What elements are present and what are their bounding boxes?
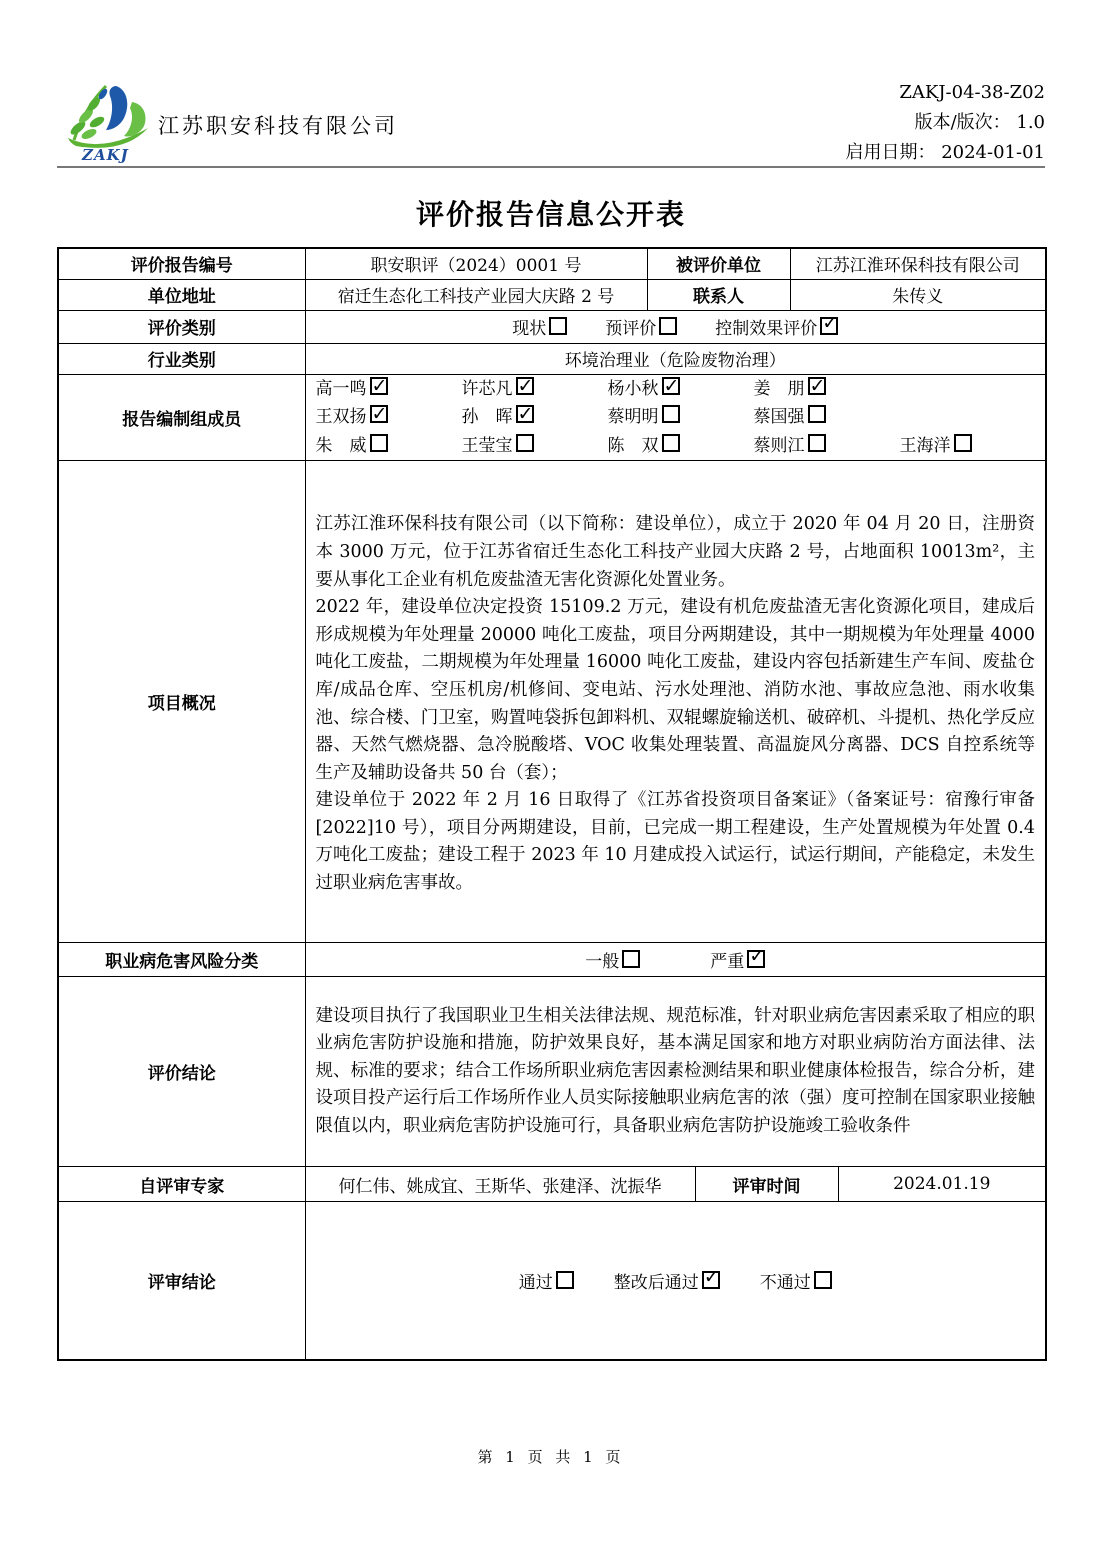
checkbox-member[interactable] [808,405,826,423]
member: 朱 威 [316,432,462,461]
evaluated-unit-value: 江苏江淮环保科技有限公司 [790,248,1046,279]
checkbox-member[interactable] [516,405,534,423]
member: 孙 晖 ✓ [462,403,608,432]
checkbox-member[interactable] [370,377,388,395]
review-result-label: 评审结论 [58,1202,305,1360]
checkbox-pass[interactable] [556,1271,574,1289]
row-members [58,374,1046,461]
info-table [57,247,1047,1361]
company-name: 江苏职安科技有限公司 [158,114,398,138]
risk-options [305,943,1046,977]
checkbox-member[interactable] [662,377,680,395]
review-result-options [305,1202,1046,1360]
checkbox-member[interactable] [370,434,388,452]
members-line-2 [312,403,1040,432]
company-logo-icon [62,82,162,152]
checkbox-member[interactable] [808,377,826,395]
row-conclusion [58,977,1046,1167]
option-pass-after-rectification: 整改后通过 ✓ [614,1268,720,1293]
checkbox-risk-severe[interactable] [747,950,765,968]
header-divider [57,166,1045,168]
member: 王海洋 [900,432,972,461]
overview-label: 项目概况 [58,461,305,943]
members-label: 报告编制组成员 [58,374,305,461]
member: 许芯凡 ✓ [462,375,608,404]
checkbox-risk-general[interactable] [622,950,640,968]
document-control-block [845,78,1045,168]
page-number: 第 1 页 共 1 页 [477,1448,625,1466]
member: 蔡国强 [754,403,826,432]
logo-zakj-text: ZAKJ [82,146,129,164]
option-pre-evaluation: 预评价 [605,314,677,339]
overview-paragraph-2: 2022 年，建设单位决定投资 15109.2 万元，建设有机危废盐渣无害化资源化项目，建成后形成规模为年处理量 20000 吨化工废盐，项目分两期建设，其中一期规模为年处理量 4000 吨化工废盐，二期规模为年处理量 16000 吨化工废盐，建设内容包括新建生产车间、废盐仓库/成品仓库、空压机房/机修间、变电站、污水处理池、消防水池、事故应急池、雨水收集池、综合楼、门卫室，购置吨袋拆包卸料机、双辊螺旋输送机、破碎机、斗提机、热化学反应器、天然气燃烧器、急冷脱酸塔、VOC 收集处理装置、高温旋风分离器、DCS 自控系统等生产及辅助设备共 50 台（套）； [315,597,1035,783]
checkbox-pass-after-rectification[interactable] [702,1271,720,1289]
checkbox-member[interactable] [662,405,680,423]
address-label: 单位地址 [58,279,305,310]
row-risk [58,943,1046,977]
conclusion-text: 建设项目执行了我国职业卫生相关法律法规、规范标准，针对职业病危害因素采取了相应的职业病危害防护设施和措施，防护效果良好，基本满足国家和地方对职业病防治方面法律、法规、标准的要求；结合工作场所职业病危害因素检测结果和职业健康体检报告，综合分析，建设项目投产运行后工作场所作业人员实际接触职业病危害的浓（强）度可控制在国家职业接触限值以内，职业病危害防护设施可行，具备职业病危害防护设施竣工验收条件 [315,1005,1035,1136]
document-effective-date: 启用日期： 2024-01-01 [845,142,1045,163]
row-address [58,279,1046,310]
review-time-label: 评审时间 [695,1167,838,1202]
evaluated-unit-label: 被评价单位 [647,248,790,279]
checkbox-member[interactable] [516,434,534,452]
checkbox-current-status[interactable] [549,317,567,335]
eval-type-label: 评价类别 [58,310,305,343]
row-overview [58,461,1046,943]
checkbox-member[interactable] [954,434,972,452]
row-review-result [58,1202,1046,1360]
member: 陈 双 [608,432,754,461]
members-line-3 [312,432,1040,461]
review-time-value: 2024.01.19 [838,1167,1046,1202]
conclusion-label: 评价结论 [58,977,305,1167]
document-code: ZAKJ-04-38-Z02 [899,82,1045,103]
checkbox-member[interactable] [662,434,680,452]
industry-label: 行业类别 [58,343,305,374]
industry-value: 环境治理业（危险废物治理） [305,343,1046,374]
contact-value: 朱传义 [790,279,1046,310]
row-experts [58,1167,1046,1202]
address-value: 宿迁生态化工科技产业园大庆路 2 号 [305,279,647,310]
page-title: 评价报告信息公开表 [415,198,686,231]
option-fail: 不通过 [760,1268,832,1293]
overview-paragraph-1: 江苏江淮环保科技有限公司（以下简称：建设单位），成立于 2020 年 04 月 20 日，注册资本 3000 万元，位于江苏省宿迁生态化工科技产业园大庆路 2 号，占地面积 10013m²，主要从事化工企业有机危废盐渣无害化资源化处置业务。 [315,514,1035,590]
overview-text [305,461,1046,943]
report-no-label: 评价报告编号 [58,248,305,279]
option-risk-general: 一般 [585,947,640,972]
checkbox-pre-evaluation[interactable] [659,317,677,335]
risk-label: 职业病危害风险分类 [58,943,305,977]
member: 王莹宝 [462,432,608,461]
member: 蔡明明 [608,403,754,432]
document-version: 版本/版次： 1.0 [914,112,1045,133]
member: 王双扬 ✓ [316,403,462,432]
conclusion-text-cell [305,977,1046,1167]
member: 杨小秋 ✓ [608,375,754,404]
checkbox-member[interactable] [370,405,388,423]
option-risk-severe: 严重✓ [710,947,765,972]
member: 姜 朋✓ [754,375,826,404]
option-pass: 通过 [519,1268,574,1293]
checkbox-member[interactable] [516,377,534,395]
report-no-value: 职安职评（2024）0001 号 [305,248,647,279]
option-control-effect: 控制效果评价✓ [715,314,838,339]
row-industry [58,343,1046,374]
checkbox-member[interactable] [808,434,826,452]
member: 高一鸣 ✓ [316,375,462,404]
members-list [305,374,1046,461]
checkbox-fail[interactable] [814,1271,832,1289]
row-eval-type [58,310,1046,343]
eval-type-options [305,310,1046,343]
member: 蔡则江 [754,432,900,461]
option-current-status: 现状 [512,314,567,339]
contact-label: 联系人 [647,279,790,310]
row-report-no [58,248,1046,279]
experts-value: 何仁伟、姚成宜、王斯华、张建泽、沈振华 [305,1167,695,1202]
members-line-1 [312,375,1040,404]
overview-paragraph-3: 建设单位于 2022 年 2 月 16 日取得了《江苏省投资项目备案证》（备案证号：宿豫行审备[2022]10 号），项目分两期建设，目前，已完成一期工程建设，生产处置规模为年处置 0.4 万吨化工废盐；建设工程于 2023 年 10 月建成投入试运行，试运行期间，产能稳定，未发生过职业病危害事故。 [315,790,1035,894]
experts-label: 自评审专家 [58,1167,305,1202]
checkbox-control-effect[interactable] [820,317,838,335]
